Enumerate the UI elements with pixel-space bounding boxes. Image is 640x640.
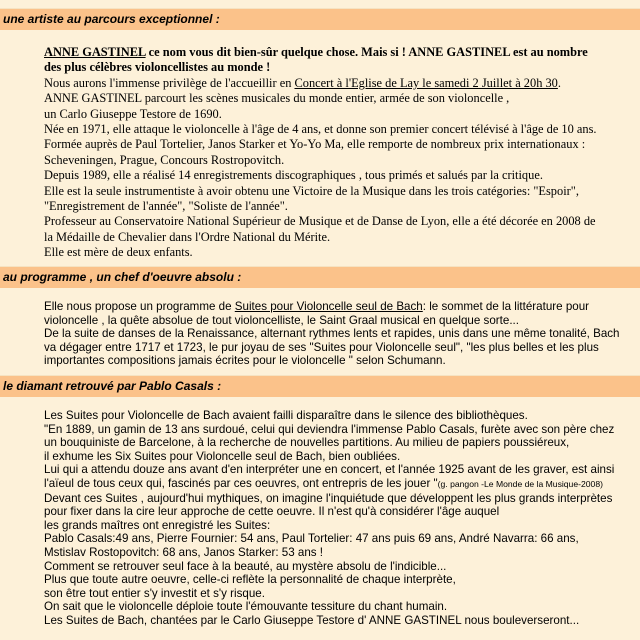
- casals-line: Les Suites de Bach, chantées par le Carlo Giuseppe Testore d' ANNE GASTINEL nous bouleverseront...: [44, 613, 580, 627]
- casals-line: Mstislav Rostopovitch: 68 ans, Janos Starker: 53 ans !: [44, 545, 324, 559]
- program-line: va dégager entre 1717 et 1723, le pur joyau de ses "Suites pour Violoncelle seul", "les plus belles et les plus: [44, 340, 599, 354]
- intro-text: ce nom vous dit bien-sûr quelque chose. Mais si ! ANNE GASTINEL est au nombre: [145, 45, 588, 59]
- section-header-artist: [0, 9, 640, 30]
- concert-line: [44, 76, 636, 91]
- section-header-program-text: au programme , un chef d'oeuvre absolu :: [3, 270, 242, 284]
- concert-suffix: .: [557, 75, 561, 90]
- bio-line: "Enregistrement de l'année", "Soliste de l'année".: [44, 199, 288, 214]
- casals-line: Lui qui a attendu douze ans avant d'en interpréter une en concert, et l'année 1925 avant de les graver, est ainsi: [44, 463, 615, 477]
- casals-line: Devant ces Suites , aujourd'hui mythiques, on imagine l'inquiétude que développent les plus grands interprètes: [44, 491, 613, 505]
- section-header-casals-text: le diamant retrouvé par Pablo Casals :: [3, 379, 222, 393]
- bio-line: la Médaille de Chevalier dans l'Ordre National du Mérite.: [44, 229, 331, 244]
- casals-line: Plus que toute autre oeuvre, celle-ci reflète la personnalité de chaque interprète,: [44, 573, 456, 587]
- bio-line: Elle est la seule instrumentiste à avoir obtenu une Victoire de la Musique dans les trois catégories: "Espoir",: [44, 183, 579, 198]
- casals-line: son être tout entier s'y investit et s'y risque.: [44, 586, 265, 600]
- intro-line-2: des plus célèbres violoncellistes au monde !: [44, 60, 271, 75]
- program-section-body: [44, 300, 636, 368]
- program-line: importantes compositions jamais écrites pour le violoncelle " selon Schumann.: [44, 354, 446, 368]
- bio-line: Née en 1971, elle attaque le violoncelle à l'âge de 4 ans, et donne son premier concert télévisé à l'âge de 10 ans.: [44, 122, 597, 137]
- bio-line: un Carlo Giuseppe Testore de 1690.: [44, 106, 222, 121]
- citation: (g. pangon -Le Monde de la Musique-2008): [437, 478, 603, 489]
- artist-section-body: [44, 45, 636, 261]
- program-line: De la suite de danses de la Renaissance, alternant rythmes lents et rapides, unis dans une même tonalité, Bach: [44, 327, 620, 341]
- program-prefix: Elle nous propose un programme de: [44, 300, 235, 313]
- section-header-casals: [0, 376, 640, 397]
- casals-line: pour fixer dans la cire leur approche de cette oeuvre. Il n'est qu'à considérer l'âge auquel: [44, 505, 500, 519]
- casals-line: Pablo Casals:49 ans, Pierre Fournier: 54 ans, Paul Tortelier: 47 ans puis 69 ans, André Navarra: 66 ans,: [44, 532, 579, 546]
- bio-line: Scheveningen, Prague, Concours Rostropovitch.: [44, 152, 285, 167]
- bio-line: ANNE GASTINEL parcourt les scènes musicales du monde entier, armée de son violoncelle ,: [44, 91, 510, 106]
- casals-line: "En 1889, un gamin de 13 ans surdoué, celui qui deviendra l'immense Pablo Casals, furète avec son père chez: [44, 422, 615, 436]
- artist-name: ANNE GASTINEL: [44, 45, 146, 59]
- bio-line: Professeur au Conservatoire National Supérieur de Musique et de Danse de Lyon, elle a été décorée en 2008 de: [44, 214, 596, 229]
- bio-line: Elle est mère de deux enfants.: [44, 245, 193, 260]
- casals-line: On sait que le violoncelle déploie toute l'émouvante tessiture du chant humain.: [44, 600, 448, 614]
- program-line: violoncelle , la quête absolue de tout violoncelliste, le Saint Graal musical en quelque sorte...: [44, 313, 519, 327]
- quote-text: l'aïeul de tous ceux qui, fascinés par ces oeuvres, ont entrepris de les jouer ": [44, 476, 438, 490]
- section-header-artist-text: une artiste au parcours exceptionnel :: [3, 12, 220, 26]
- program-suffix: : le sommet de la littérature pour: [422, 300, 590, 313]
- program-line: [44, 300, 636, 314]
- casals-line: il exhume les Six Suites pour Violoncelle seul de Bach, bien oubliées.: [44, 449, 401, 463]
- section-header-program: [0, 267, 640, 288]
- casals-line: les grands maîtres ont enregistré les Suites:: [44, 518, 271, 532]
- concert-link[interactable]: Concert à l'Eglise de Lay le samedi 2 Juillet à 20h 30: [294, 75, 558, 90]
- casals-section-body: [44, 409, 636, 628]
- casals-line: Les Suites pour Violoncelle de Bach avaient failli disparaître dans le silence des bibliothèques.: [44, 409, 528, 422]
- casals-quote-line: [44, 477, 636, 492]
- casals-line: Comment se retrouver seul face à la beauté, au mystère absolu de l'indicible...: [44, 559, 447, 573]
- intro-line: [44, 45, 636, 60]
- bach-suites-link[interactable]: Suites pour Violoncelle seul de Bach: [234, 300, 423, 313]
- casals-line: un bouquiniste de Barcelone, à la recherche de nouvelles partitions. Au milieu de papiers poussiéreux,: [44, 436, 570, 450]
- bio-line: Formée auprès de Paul Tortelier, Janos Starker et Yo-Yo Ma, elle remporte de nombreux prix internationaux :: [44, 137, 586, 152]
- concert-prefix: Nous aurons l'immense privilège de l'accueillir en: [44, 75, 295, 90]
- bio-line: Depuis 1989, elle a réalisé 14 enregistrements discographiques , tous primés et salués par la critique.: [44, 168, 543, 183]
